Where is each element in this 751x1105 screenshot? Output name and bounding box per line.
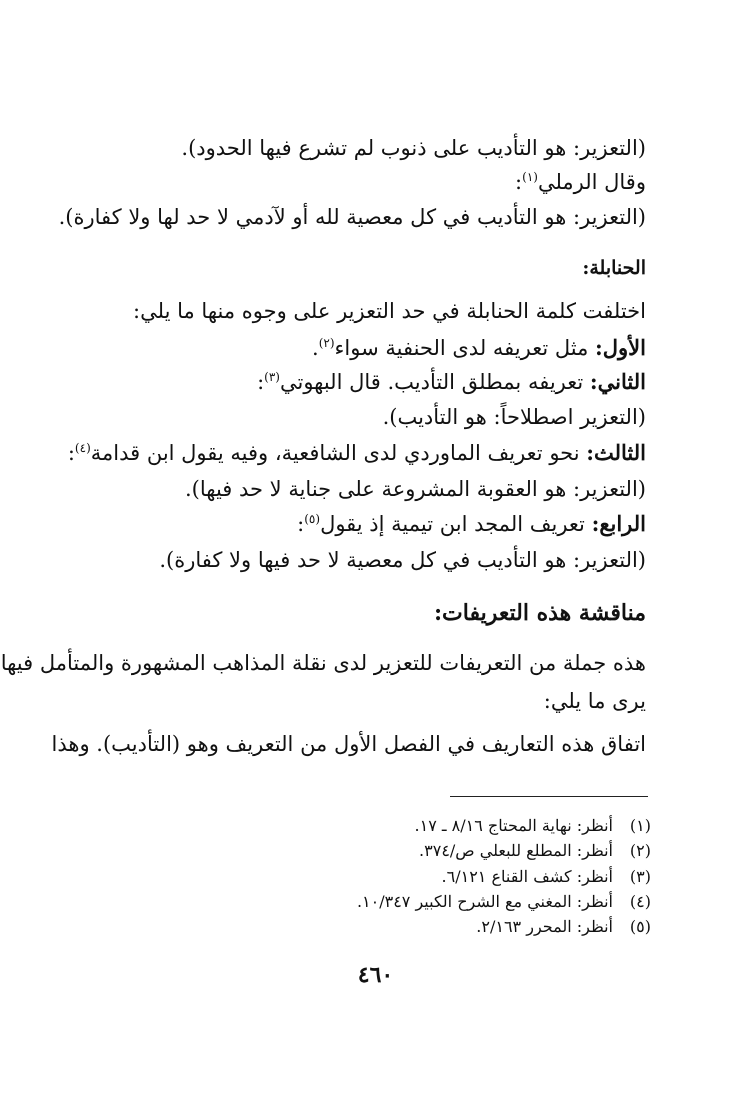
quote-line: (التعزير: هو التأديب على ذنوب لم تشرع فيها الحدود). <box>181 136 646 160</box>
item-text: مثل تعريفه لدى الحنفية سواء <box>334 336 596 360</box>
footnote-text: أنظر: المطلع للبعلي ص/٣٧٤. <box>419 841 613 860</box>
fourth-view-line <box>90 509 646 539</box>
paragraph-line: اتفاق هذه التعاريف في الفصل الأول من التعريف وهو (التأديب). وهذا <box>51 732 646 756</box>
item-text: تعريفه بمطلق التأديب. قال البهوتي <box>279 370 590 394</box>
second-view-line <box>90 367 646 397</box>
section-heading-hanabila: الحنابلة: <box>582 257 646 279</box>
item-label: الأول: <box>595 335 646 360</box>
colon: : <box>67 441 75 465</box>
first-view-line <box>90 333 646 363</box>
footnote-number: (٤) <box>629 892 651 911</box>
footnote-number: (١) <box>629 816 651 835</box>
period: . <box>312 336 319 360</box>
footnote-number: (٥) <box>629 917 651 936</box>
footnote-ref: (٢) <box>318 336 335 350</box>
page-number: ٤٦٠ <box>357 962 394 988</box>
quote-line: (التعزير اصطلاحاً: هو التأديب). <box>382 405 646 429</box>
footnote-item <box>200 815 651 837</box>
footnote-text: أنظر: المحرر ٢/١٦٣. <box>476 917 613 936</box>
item-label: الرابع: <box>591 511 646 536</box>
footnote-text: أنظر: كشف القناع ٦/١٢١. <box>441 867 613 886</box>
footnote-item <box>200 916 651 938</box>
section-heading-discussion: مناقشة هذه التعريفات: <box>433 600 646 626</box>
quote-line: (التعزير: هو التأديب في كل معصية لله أو لآدمي لا حد لها ولا كفارة). <box>58 205 646 229</box>
footnote-number: (٣) <box>629 867 651 886</box>
ramli-line <box>90 167 646 197</box>
paragraph-line: اختلفت كلمة الحنابلة في حد التعزير على وجوه منها ما يلي: <box>133 299 646 323</box>
footnote-ref: (١) <box>522 170 538 184</box>
footnote-item <box>200 840 651 862</box>
footnote-ref: (٥) <box>304 512 321 526</box>
footnote-ref: (٤) <box>74 441 91 455</box>
item-text: تعريف المجد ابن تيمية إذ يقول <box>320 512 592 536</box>
quote-line: (التعزير: هو التأديب في كل معصية لا حد فيها ولا كفارة). <box>159 548 646 572</box>
paragraph-line: هذه جملة من التعريفات للتعزير لدى نقلة المذاهب المشهورة والمتأمل فيها <box>0 651 646 675</box>
footnote-item <box>200 891 651 913</box>
quote-line: (التعزير: هو العقوبة المشروعة على جناية لا حد فيها). <box>185 477 646 501</box>
colon: : <box>257 370 265 394</box>
paragraph-line: يرى ما يلي: <box>543 689 646 713</box>
item-text: نحو تعريف الماوردي لدى الشافعية، وفيه يقول ابن قدامة <box>90 441 587 465</box>
third-view-line <box>67 438 646 468</box>
item-label: الثاني: <box>589 369 646 394</box>
item-label: الثالث: <box>586 440 646 465</box>
footnote-separator <box>450 796 648 797</box>
footnote-text: أنظر: المغني مع الشرح الكبير ١٠/٣٤٧. <box>356 892 613 911</box>
footnote-item <box>200 866 651 888</box>
footnote-ref: (٣) <box>264 370 280 384</box>
colon: : <box>515 170 523 194</box>
ramli-text: وقال الرملي <box>537 170 646 194</box>
footnote-text: أنظر: نهاية المحتاج ٨/١٦ ـ ١٧. <box>414 816 613 835</box>
footnote-number: (٢) <box>629 841 651 860</box>
colon: : <box>297 512 305 536</box>
